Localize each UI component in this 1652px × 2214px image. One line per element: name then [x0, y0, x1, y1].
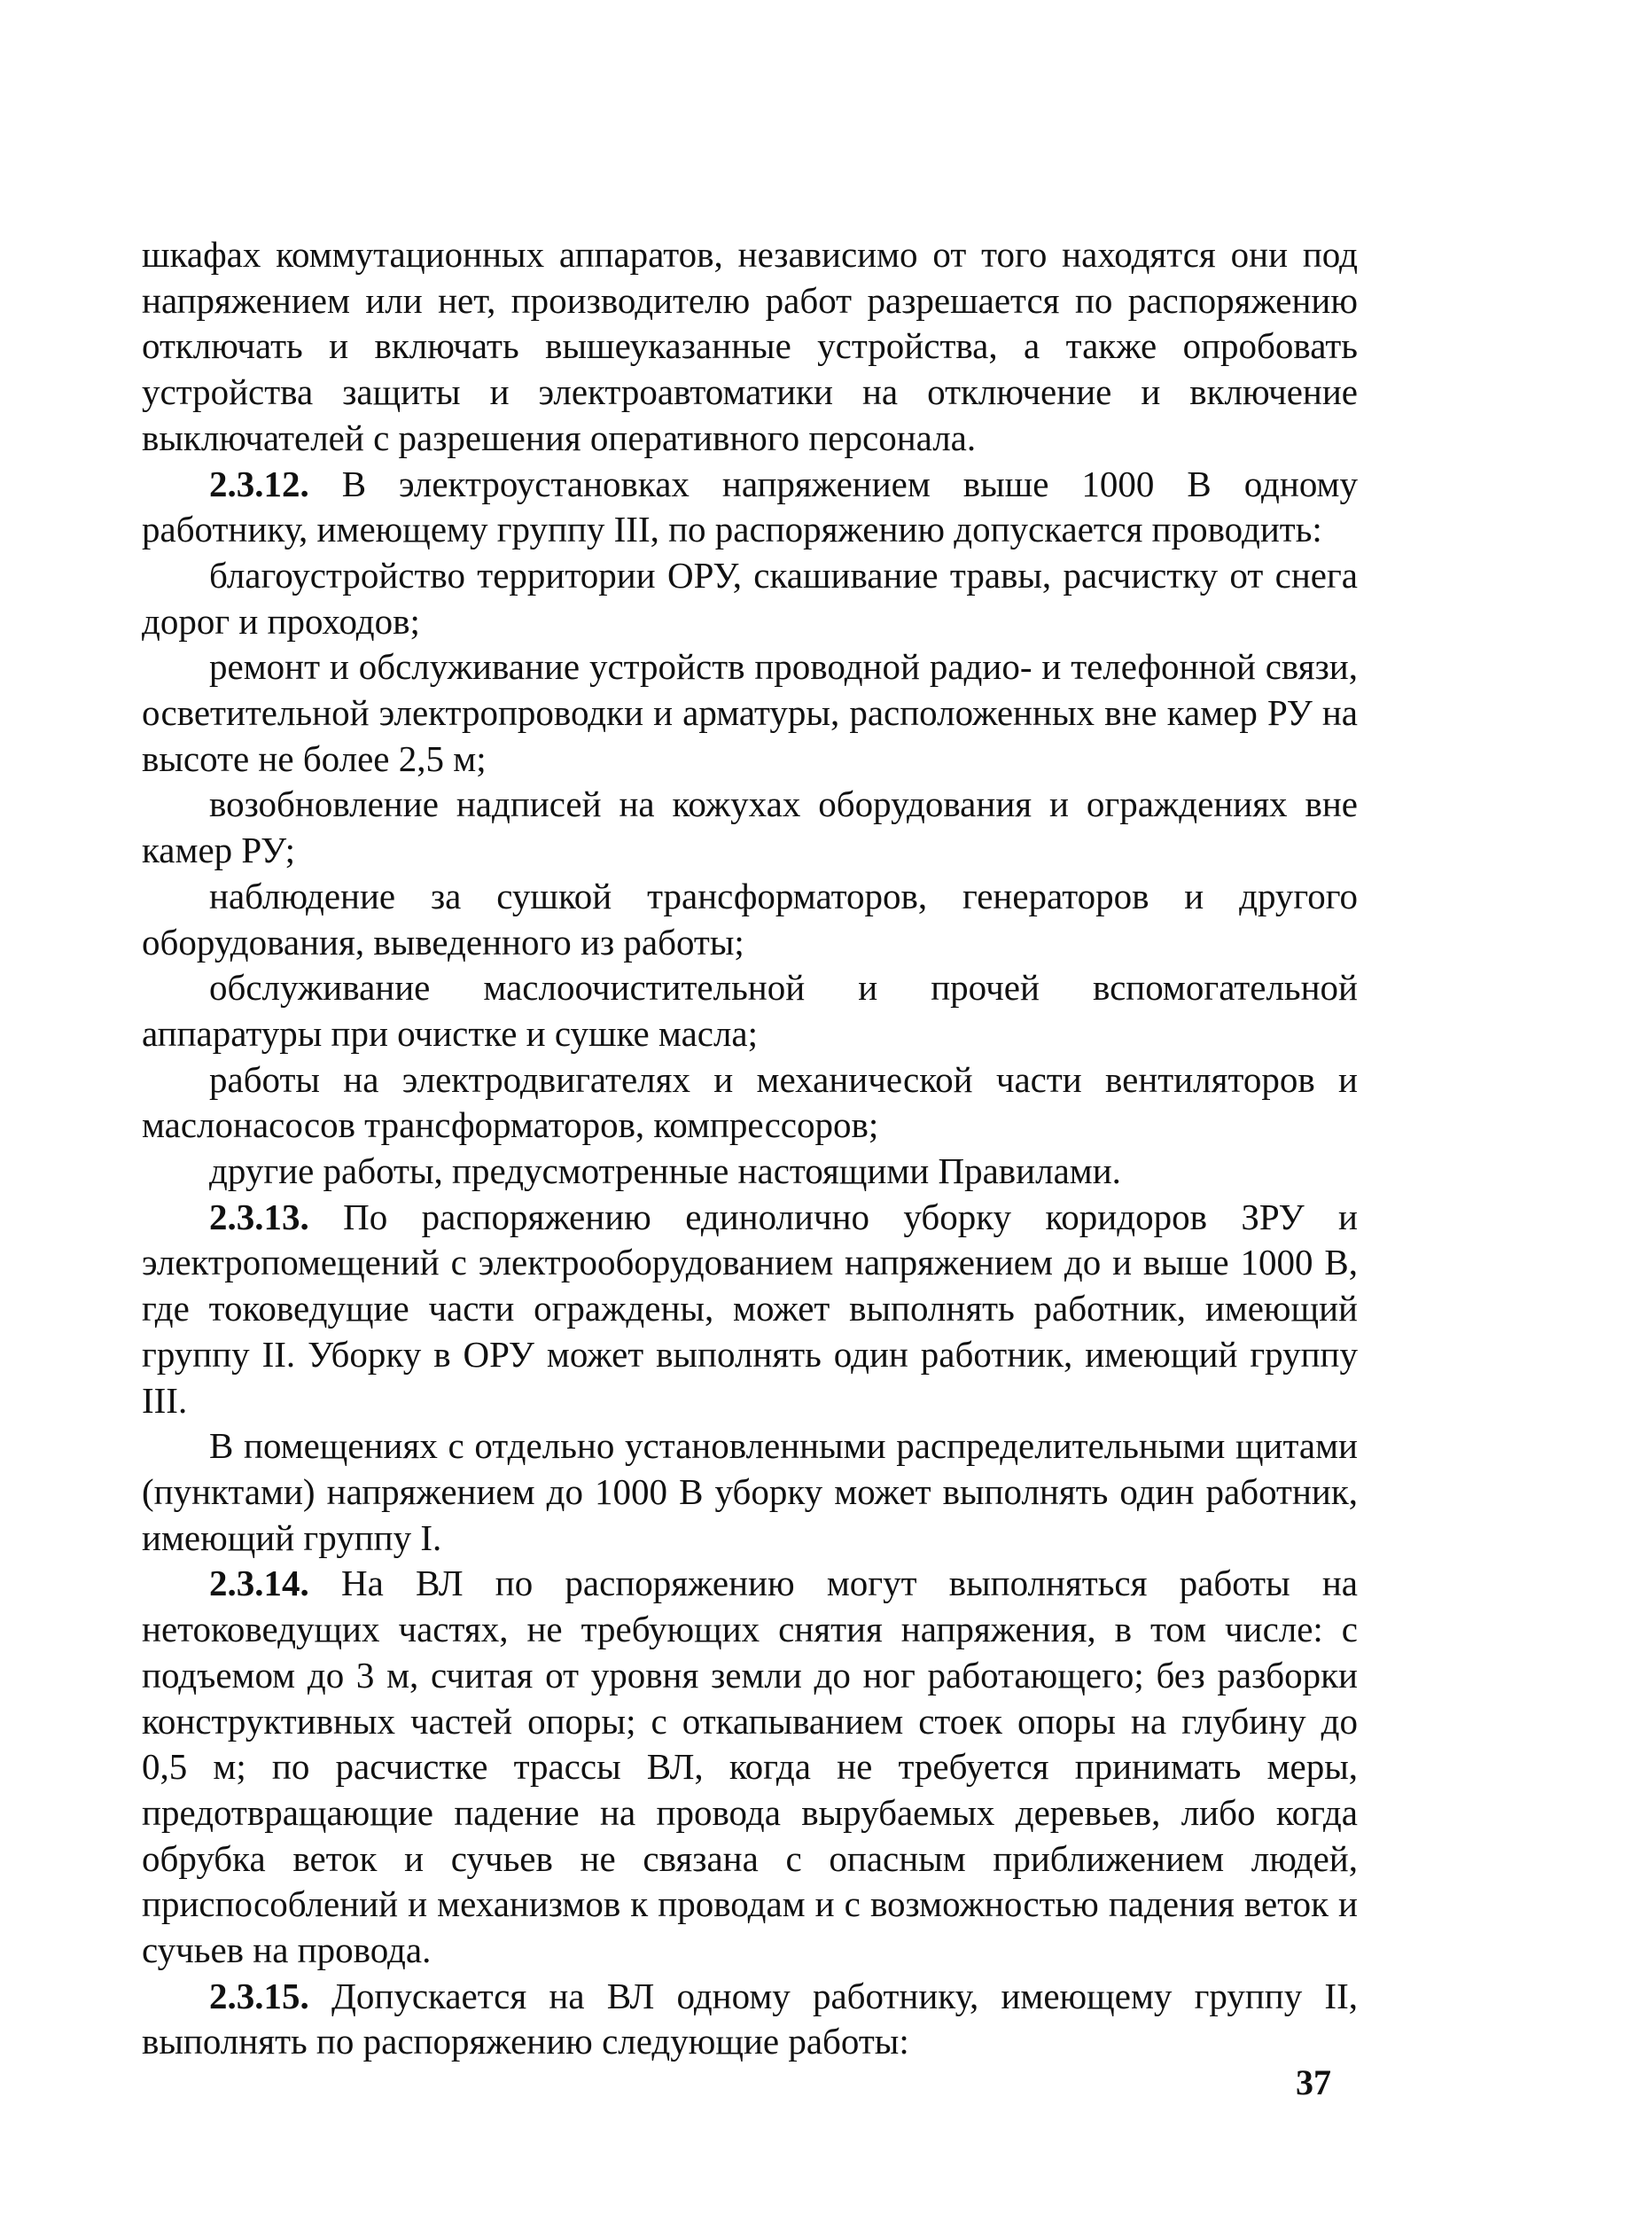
paragraph-2-3-15 [142, 1974, 1358, 2065]
list-item [142, 1149, 1358, 1195]
paragraph-text: В электроустановках напряжением выше 1000 В одному работнику, имеющему группу III, по распоряжению допускается проводить: [142, 463, 1358, 550]
paragraph-text: шкафах коммутационных аппаратов, независимо от того находятся они под напряжением или нет, производителю работ разрешается по распоряжению отключать и включать вышеуказанные устройства, а также опробовать устройства защиты и электроавтоматики на отключение и включение выключателей с разрешения оперативного персонала. [142, 234, 1358, 458]
list-item [142, 874, 1358, 965]
list-item [142, 644, 1358, 782]
paragraph-text: ремонт и обслуживание устройств проводной радио- и телефонной связи, осветительной электропроводки и арматуры, расположенных вне камер РУ на высоте не более 2,5 м; [142, 646, 1358, 779]
section-number: 2.3.13. [209, 1196, 309, 1237]
paragraph-text: По распоряжению единолично уборку коридоров ЗРУ и электропомещений с электрооборудованием напряжением до и выше 1000 В, где токоведущие части ограждены, может выполнять работник, имеющий группу II. Уборку в ОРУ может выполнять один работник, имеющий группу III. [142, 1196, 1358, 1421]
paragraph-2-3-14 [142, 1561, 1358, 1973]
paragraph-text: благоустройство территории ОРУ, скашивание травы, расчистку от снега дорог и проходов; [142, 554, 1358, 642]
list-item [142, 965, 1358, 1056]
section-number: 2.3.14. [209, 1563, 309, 1604]
paragraph-text: работы на электродвигателях и механической части вентиляторов и маслонасосов трансформаторов, компрессоров; [142, 1058, 1358, 1146]
paragraph-text: возобновление надписей на кожухах оборудования и ограждениях вне камер РУ; [142, 783, 1358, 871]
page-number: 37 [1296, 2062, 1331, 2102]
paragraph-continuation [142, 232, 1358, 462]
paragraph-text: На ВЛ по распоряжению могут выполняться работы на нетоковедущих частях, не требующих снятия напряжения, в том числе: с подъемом до 3 м, считая от уровня земли до ног работающего; без разборки конструктивных частей опоры; с откапыванием стоек опоры на глубину до 0,5 м; по расчистке трассы ВЛ, когда не требуется принимать меры, предотвращающие падение на провода вырубаемых деревьев, либо когда обрубка веток и сучьев не связана с опасным приближением людей, приспособлений и механизмов к проводам и с возможностью падения веток и сучьев на провода. [142, 1563, 1358, 1971]
paragraph-text: обслуживание маслоочистительной и прочей вспомогательной аппаратуры при очистке и сушке масла; [142, 967, 1358, 1054]
paragraph-2-3-13-continued [142, 1423, 1358, 1561]
paragraph-text: другие работы, предусмотренные настоящими Правилами. [209, 1150, 1121, 1192]
paragraph-2-3-12 [142, 462, 1358, 553]
section-number: 2.3.15. [209, 1975, 309, 2016]
section-number: 2.3.12. [209, 463, 309, 504]
list-item [142, 1057, 1358, 1149]
document-body [142, 232, 1358, 2065]
list-item [142, 782, 1358, 873]
paragraph-text: наблюдение за сушкой трансформаторов, генераторов и другого оборудования, выведенного из работы; [142, 875, 1358, 963]
paragraph-2-3-13 [142, 1195, 1358, 1424]
list-item [142, 553, 1358, 644]
paragraph-text: Допускается на ВЛ одному работнику, имеющему группу II, выполнять по распоряжению следующие работы: [142, 1975, 1358, 2062]
paragraph-text: В помещениях с отдельно установленными распределительными щитами (пунктами) напряжением до 1000 В уборку может выполнять один работник, имеющий группу I. [142, 1425, 1358, 1558]
